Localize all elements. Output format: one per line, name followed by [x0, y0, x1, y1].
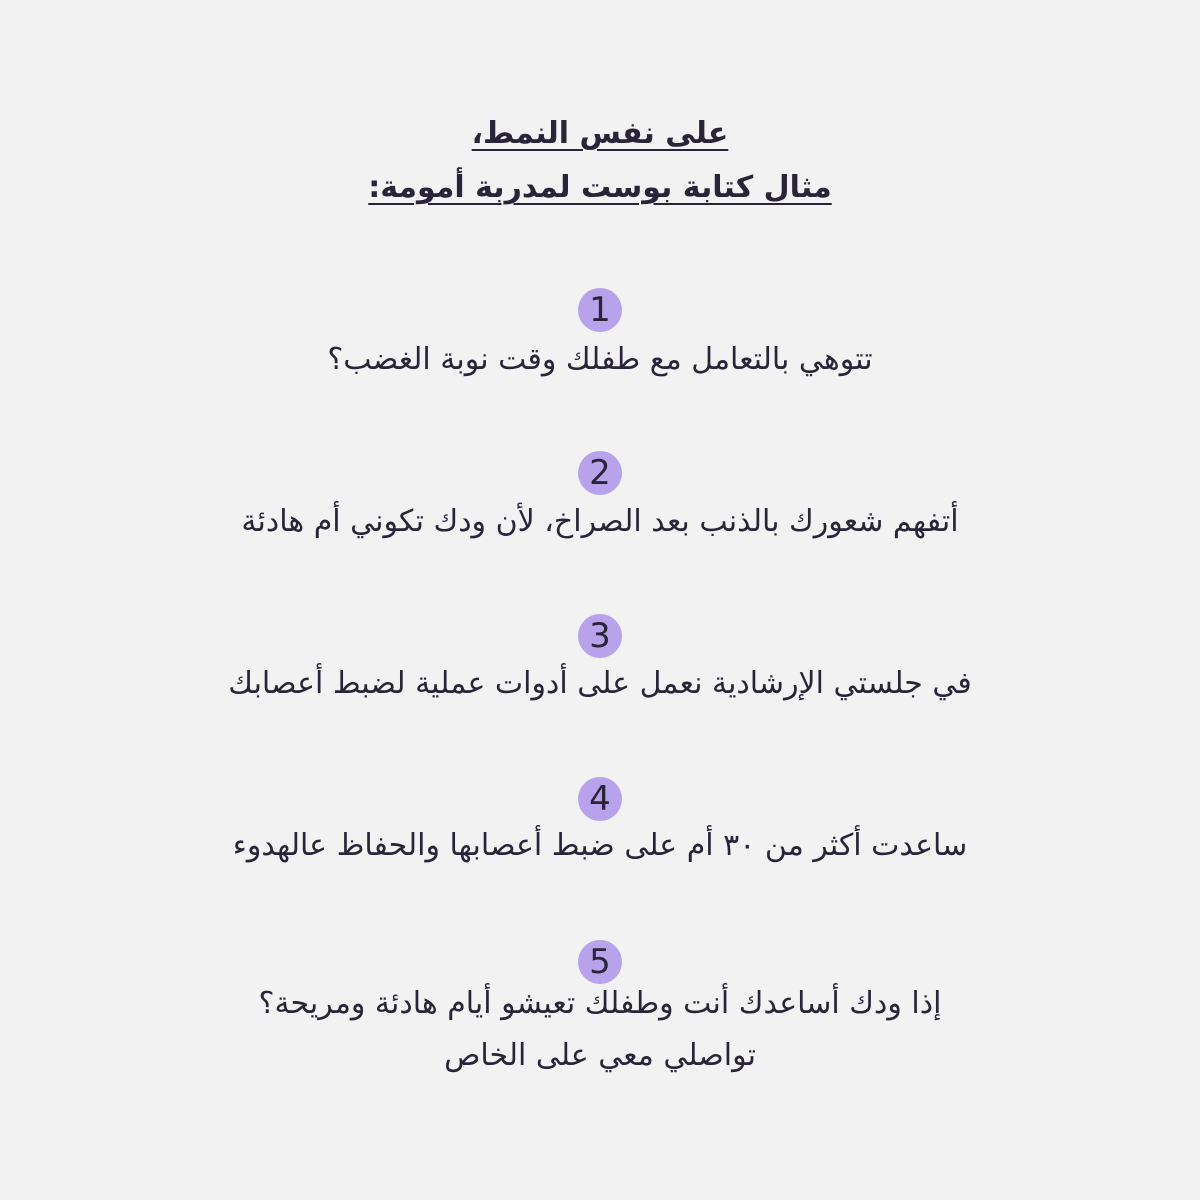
step-3-text: في جلستي الإرشادية نعمل على أدوات عملية لضبط أعصابك — [228, 666, 972, 701]
step-5-call-to-action: تواصلي معي على الخاص — [444, 1038, 756, 1073]
step-5-text: إذا ودك أساعدك أنت وطفلك تعيشو أيام هادئة ومريحة؟ — [258, 986, 942, 1021]
heading-line-1-text: على نفس النمط، — [471, 116, 729, 151]
step-5-number-badge: 5 — [578, 940, 622, 984]
heading-line-1 — [0, 114, 1200, 154]
step-4-number-badge: 4 — [578, 777, 622, 821]
step-1-text: تتوهي بالتعامل مع طفلك وقت نوبة الغضب؟ — [327, 342, 873, 377]
step-2-text: أتفهم شعورك بالذنب بعد الصراخ، لأن ودك تكوني أم هادئة — [241, 504, 959, 539]
step-1-number-badge: 1 — [578, 288, 622, 332]
step-2-number-badge: 2 — [578, 451, 622, 495]
step-4-text: ساعدت أكثر من ٣٠ أم على ضبط أعصابها والحفاظ عالهدوء — [232, 828, 968, 863]
heading-line-2 — [0, 168, 1200, 208]
heading-line-2-text: مثال كتابة بوست لمدربة أمومة: — [368, 170, 832, 205]
step-3-number-badge: 3 — [578, 614, 622, 658]
